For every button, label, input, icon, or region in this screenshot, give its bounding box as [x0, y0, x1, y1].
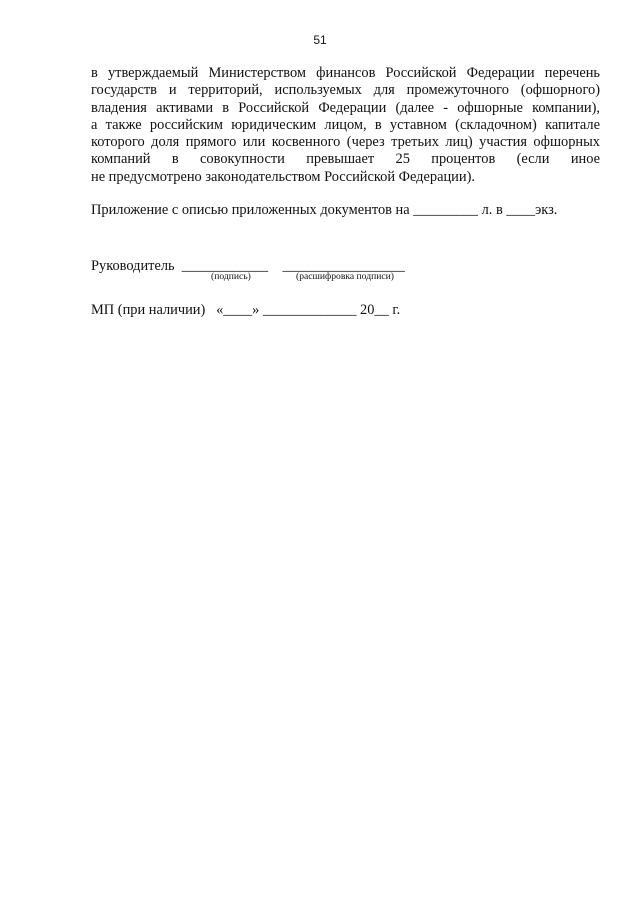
- signature-decode-caption: (расшифровка подписи): [296, 271, 394, 282]
- document-paragraph: [91, 65, 600, 186]
- attachment-line: Приложение с описью приложенных документов на _________ л. в ____экз.: [91, 202, 558, 218]
- paragraph-line-1: в утверждаемый Министерством финансов Российской Федерации перечень: [91, 65, 600, 81]
- paragraph-line-4: а также российским юридическим лицом, в уставном (складочном) капитале: [91, 116, 600, 133]
- paragraph-line-5: которого доля прямого или косвенного (через третьих лиц) участия офшорных: [91, 134, 600, 151]
- paragraph-line-7: не предусмотрено законодательством Российской Федерации).: [91, 168, 475, 185]
- paragraph-line-2: государств и территорий, используемых для промежуточного (офшорного): [91, 82, 600, 99]
- head-signature-line: Руководитель ____________ _________________: [91, 258, 405, 274]
- paragraph-line-6: компаний в совокупности превышает 25 процентов (если иное: [91, 151, 600, 168]
- page-number: 51: [313, 33, 327, 47]
- paragraph-line-3: владения активами в Российской Федерации (далее - офшорные компании),: [91, 99, 600, 116]
- stamp-date-line: МП (при наличии) «____» _____________ 20__ г.: [91, 302, 401, 318]
- signature-caption: (подпись): [211, 271, 251, 282]
